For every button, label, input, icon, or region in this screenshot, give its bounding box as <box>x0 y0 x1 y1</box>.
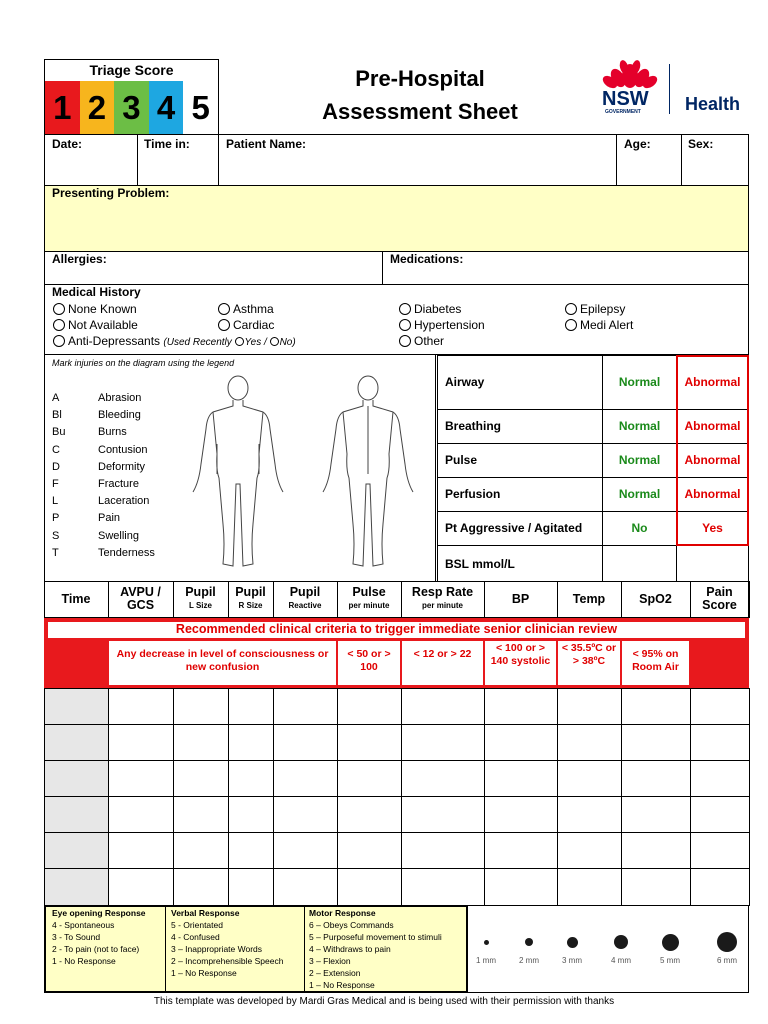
gcs-option: 1 - No Response <box>52 956 116 966</box>
legend-code: P <box>52 512 60 525</box>
bsl-value-field-2[interactable] <box>676 545 749 582</box>
history-option-other[interactable]: Other <box>399 334 444 348</box>
assessment-label: Breathing <box>445 418 502 433</box>
history-option-anti-depressants[interactable]: Anti-Depressants (Used Recently Yes / No) <box>53 334 296 348</box>
gcs-option: 3 – Inappropriate Words <box>171 944 263 954</box>
vitals-entry-cell[interactable] <box>557 688 622 725</box>
gcs-option: 2 - To pain (not to face) <box>52 944 140 954</box>
pupil-size-label: 2 mm <box>519 956 539 965</box>
column-subtitle: per minute <box>348 601 390 610</box>
assessment-abnormal-option[interactable]: Abnormal <box>684 452 741 467</box>
page-title-line2: Assessment Sheet <box>322 99 518 124</box>
assessment-normal-option[interactable]: Normal <box>618 374 661 389</box>
presenting-problem-label: Presenting Problem: <box>52 186 170 200</box>
vitals-column-header <box>690 586 749 612</box>
vitals-entry-cell[interactable] <box>108 832 174 869</box>
vitals-entry-cell[interactable] <box>44 832 109 869</box>
vitals-column-header <box>621 593 690 606</box>
column-title: SpO2 <box>639 592 672 606</box>
pupil-scale-panel <box>468 906 748 992</box>
verbal-response-list: Verbal Response 5 - Orientated 4 - Confused 3 – Inappropriate Words 2 – Incomprehensible Speech 1 – No Response <box>171 908 284 978</box>
history-option-hypertension[interactable]: Hypertension <box>399 318 485 332</box>
radio-icon[interactable] <box>53 335 65 347</box>
history-option-epilepsy[interactable]: Epilepsy <box>565 302 625 316</box>
vitals-entry-cell[interactable] <box>108 724 174 761</box>
triage-score-label: 2 <box>87 88 107 126</box>
vitals-entry-cell[interactable] <box>173 868 229 906</box>
vitals-column-header <box>484 593 557 606</box>
page-title-line1: Pre-Hospital <box>355 66 485 91</box>
criteria-spo2: < 95% on Room Air <box>632 648 679 673</box>
time-in-label: Time in: <box>144 137 190 151</box>
vitals-entry-cell[interactable] <box>273 796 338 833</box>
column-subtitle: R Size <box>238 601 263 610</box>
body-front-diagram[interactable] <box>183 374 293 574</box>
column-title: AVPU / <box>120 585 161 599</box>
waratah-icon <box>600 58 660 92</box>
column-subtitle: L Size <box>189 601 212 610</box>
history-option-asthma[interactable]: Asthma <box>218 302 274 316</box>
assessment-normal-option[interactable]: No <box>631 520 648 535</box>
vitals-column-header <box>557 593 621 606</box>
vitals-entry-cell[interactable] <box>690 760 750 797</box>
gcs-option: 2 – Incomprehensible Speech <box>171 956 284 966</box>
criteria-consciousness: Any decrease in level of consciousness or new confusion <box>116 648 329 673</box>
legend-name: Bleeding <box>98 409 141 422</box>
vitals-entry-cell[interactable] <box>557 868 622 906</box>
gcs-option: 1 – No Response <box>171 968 237 978</box>
pupil-size-label: 6 mm <box>717 956 737 965</box>
legend-name: Abrasion <box>98 392 142 404</box>
vitals-entry-cell[interactable] <box>228 832 274 869</box>
vitals-entry-cell[interactable] <box>108 688 174 725</box>
logo-government-text: GOVERNMENT <box>605 109 641 115</box>
vitals-entry-cell[interactable] <box>337 868 402 906</box>
vitals-entry-cell[interactable] <box>401 724 485 761</box>
allergies-label: Allergies: <box>52 252 107 266</box>
logo-divider <box>669 64 670 114</box>
vitals-entry-cell[interactable] <box>484 868 558 906</box>
legend-name: Tenderness <box>98 546 155 559</box>
pupil-size-6-dot <box>717 932 737 952</box>
radio-icon[interactable] <box>565 303 577 315</box>
gcs-option: 2 – Extension <box>309 968 361 978</box>
assessment-label: Pt Aggressive / Agitated <box>445 520 583 535</box>
vitals-entry-cell[interactable] <box>401 832 485 869</box>
vitals-column-header <box>273 586 337 612</box>
pupil-size-label: 5 mm <box>660 956 680 965</box>
body-back-diagram[interactable] <box>313 374 423 574</box>
vitals-entry-cell[interactable] <box>228 796 274 833</box>
legend-code: S <box>52 529 60 542</box>
radio-icon[interactable] <box>53 303 65 315</box>
vitals-column-header <box>401 586 484 612</box>
radio-yes-icon[interactable] <box>235 337 244 346</box>
triage-score-1[interactable] <box>45 81 80 134</box>
medications-label: Medications: <box>390 252 464 266</box>
age-label: Age: <box>624 137 651 151</box>
vitals-entry-cell[interactable] <box>273 688 338 725</box>
vitals-entry-cell[interactable] <box>484 832 558 869</box>
vitals-column-header <box>228 586 273 612</box>
vitals-entry-cell[interactable] <box>228 760 274 797</box>
vitals-entry-cell[interactable] <box>557 796 622 833</box>
gcs-option: 5 - Orientated <box>171 920 223 930</box>
gcs-option: 3 - To Sound <box>52 932 101 942</box>
vitals-column-header <box>337 586 401 612</box>
radio-icon[interactable] <box>218 303 230 315</box>
vitals-entry-cell[interactable] <box>401 760 485 797</box>
vitals-entry-cell[interactable] <box>621 724 691 761</box>
medical-history-title: Medical History <box>52 285 141 299</box>
vitals-entry-cell[interactable] <box>273 868 338 906</box>
vitals-entry-cell[interactable] <box>108 760 174 797</box>
injury-instruction: Mark injuries on the diagram using the legend <box>52 358 235 368</box>
vitals-column-header <box>173 586 228 612</box>
assessment-label: Pulse <box>445 452 478 467</box>
vitals-entry-cell[interactable] <box>484 688 558 725</box>
triage-score-4[interactable] <box>149 81 184 134</box>
legend-code: L <box>52 495 59 508</box>
column-title-line2: GCS <box>126 598 155 612</box>
legend-name: Burns <box>98 426 127 439</box>
column-subtitle: per minute <box>422 601 463 610</box>
radio-icon[interactable] <box>399 335 411 347</box>
vitals-entry-cell[interactable] <box>484 760 558 797</box>
history-option-medi-alert[interactable]: Medi Alert <box>565 318 633 332</box>
logo-health-text: Health <box>685 94 741 114</box>
vitals-entry-cell[interactable] <box>44 868 109 906</box>
vitals-entry-cell[interactable] <box>173 832 229 869</box>
vitals-entry-cell[interactable] <box>337 796 402 833</box>
pupil-size-label: 3 mm <box>562 956 582 965</box>
vitals-entry-cell[interactable] <box>690 796 750 833</box>
gcs-option: 6 – Obeys Commands <box>309 920 394 930</box>
pupil-size-label: 4 mm <box>611 956 631 965</box>
column-title: Pupil <box>235 585 266 599</box>
criteria-pulse: < 50 or > 100 <box>347 648 391 673</box>
vitals-entry-cell[interactable] <box>273 724 338 761</box>
gcs-option: 4 - Confused <box>171 932 220 942</box>
radio-icon[interactable] <box>565 319 577 331</box>
column-title: Time <box>61 592 91 606</box>
legend-name: Pain <box>98 512 121 525</box>
legend-name: Swelling <box>98 529 139 542</box>
column-title: Temp <box>572 592 606 606</box>
triage-score-5[interactable] <box>183 81 218 134</box>
vitals-entry-cell[interactable] <box>108 868 174 906</box>
assessment-normal-option[interactable]: Normal <box>618 418 661 433</box>
legend-code: T <box>52 546 59 559</box>
gcs-option: 4 – Withdraws to pain <box>309 944 391 954</box>
vitals-entry-cell[interactable] <box>621 796 691 833</box>
vitals-entry-cell[interactable] <box>173 760 229 797</box>
column-title: Pain <box>706 585 733 599</box>
triage-score-label: 1 <box>53 88 72 126</box>
column-title-line2: Score <box>702 598 737 612</box>
vitals-entry-cell[interactable] <box>621 868 691 906</box>
logo-nsw-text: NSW <box>602 88 649 110</box>
vitals-column-header <box>108 586 173 612</box>
triage-score-2[interactable] <box>80 81 115 134</box>
vitals-entry-cell[interactable] <box>173 688 229 725</box>
legend-name: Deformity <box>98 460 146 473</box>
assessment-abnormal-option[interactable]: Yes <box>702 520 723 535</box>
triage-score-label: 5 <box>191 88 210 126</box>
vitals-entry-cell[interactable] <box>173 796 229 833</box>
pupil-size-5-dot <box>662 934 679 951</box>
vitals-entry-cell[interactable] <box>690 832 750 869</box>
pupil-size-4-dot <box>614 935 628 949</box>
column-title: Pulse <box>352 585 386 599</box>
radio-icon[interactable] <box>53 319 65 331</box>
history-option-not-available[interactable]: Not Available <box>53 318 138 332</box>
triage-score-title: Triage Score <box>89 62 174 78</box>
column-title: Pupil <box>185 585 216 599</box>
vitals-entry-cell[interactable] <box>690 868 750 906</box>
pupil-size-1-dot <box>484 940 489 945</box>
radio-icon[interactable] <box>218 319 230 331</box>
vitals-entry-cell[interactable] <box>228 868 274 906</box>
assessment-label: Airway <box>445 374 485 389</box>
vitals-entry-cell[interactable] <box>173 724 229 761</box>
vitals-entry-cell[interactable] <box>621 688 691 725</box>
vitals-entry-cell[interactable] <box>273 832 338 869</box>
assessment-normal-option[interactable]: Normal <box>618 486 661 501</box>
vitals-entry-cell[interactable] <box>484 796 558 833</box>
patient-name-label: Patient Name: <box>226 137 307 151</box>
assessment-abnormal-option[interactable]: Abnormal <box>684 486 741 501</box>
nsw-health-logo <box>596 58 756 120</box>
gcs-option: 1 – No Response <box>309 980 375 990</box>
legend-name: Fracture <box>98 478 139 490</box>
vitals-entry-cell[interactable] <box>228 724 274 761</box>
vitals-entry-cell[interactable] <box>337 760 402 797</box>
legend-name: Laceration <box>98 495 150 508</box>
gcs-option: 5 – Purposeful movement to stimuli <box>309 932 442 942</box>
vitals-entry-cell[interactable] <box>401 796 485 833</box>
vitals-entry-cell[interactable] <box>337 832 402 869</box>
criteria-title: Recommended clinical criteria to trigger immediate senior clinician review <box>175 622 618 636</box>
motor-response-list: Motor Response 6 – Obeys Commands 5 – Purposeful movement to stimuli 4 – Withdraws to pain 3 – Flexion 2 – Extension 1 – No Response <box>309 908 442 990</box>
gcs-divider-1 <box>165 906 166 992</box>
criteria-resp-rate: < 12 or > 22 <box>413 648 472 660</box>
vitals-entry-cell[interactable] <box>337 688 402 725</box>
vitals-entry-cell[interactable] <box>557 724 622 761</box>
assessment-normal-option[interactable]: Normal <box>618 452 661 467</box>
assessment-abnormal-option[interactable]: Abnormal <box>684 374 741 389</box>
legend-name: Contusion <box>98 443 148 456</box>
triage-score-cells <box>45 81 218 134</box>
vitals-column-header <box>44 593 108 606</box>
eye-response-list: Eye opening Response 4 - Spontaneous 3 - To Sound 2 - To pain (not to face) 1 - No Response <box>52 908 146 966</box>
history-option-diabetes[interactable]: Diabetes <box>399 302 461 316</box>
vitals-entry-cell[interactable] <box>690 688 750 725</box>
footer-credit: This template was developed by Mardi Gras Medical and is being used with their permission with thanks <box>153 996 615 1007</box>
vitals-entry-cell[interactable] <box>273 760 338 797</box>
column-title: Pupil <box>289 585 321 599</box>
vitals-entry-cell[interactable] <box>621 832 691 869</box>
vitals-entry-cell[interactable] <box>44 796 109 833</box>
bsl-value-field[interactable] <box>602 545 677 582</box>
criteria-temp: < 35.5ºC or > 38ºC <box>561 642 617 667</box>
legend-code: Bl <box>52 409 62 422</box>
vitals-entry-cell[interactable] <box>557 760 622 797</box>
assessment-abnormal-option[interactable]: Abnormal <box>684 418 741 433</box>
vitals-entry-cell[interactable] <box>401 688 485 725</box>
legend-code: F <box>52 478 59 490</box>
radio-icon[interactable] <box>399 303 411 315</box>
triage-score-3[interactable] <box>114 81 149 134</box>
triage-score-label: 4 <box>156 88 176 126</box>
pupil-size-3-dot <box>567 937 578 948</box>
gcs-option: 3 – Flexion <box>309 956 351 966</box>
vitals-entry-cell[interactable] <box>337 724 402 761</box>
vitals-entry-cell[interactable] <box>621 760 691 797</box>
vitals-entry-cell[interactable] <box>557 832 622 869</box>
pupil-size-label: 1 mm <box>476 956 496 965</box>
bsl-label: BSL mmol/L <box>445 557 515 571</box>
column-title: Resp Rate <box>411 585 474 599</box>
pupil-size-2-dot <box>525 938 533 946</box>
vitals-entry-cell[interactable] <box>44 724 109 761</box>
vitals-entry-cell[interactable] <box>44 688 109 725</box>
legend-code: D <box>52 460 60 473</box>
abnormal-column-highlight <box>676 355 749 546</box>
assessment-label: Perfusion <box>445 486 501 501</box>
vitals-entry-cell[interactable] <box>484 724 558 761</box>
history-option-cardiac[interactable]: Cardiac <box>218 318 274 332</box>
history-option-none-known[interactable]: None Known <box>53 302 137 316</box>
gcs-divider-2 <box>304 906 305 992</box>
vitals-entry-cell[interactable] <box>401 868 485 906</box>
radio-icon[interactable] <box>399 319 411 331</box>
vitals-entry-cell[interactable] <box>44 760 109 797</box>
gcs-option: 4 - Spontaneous <box>52 920 115 930</box>
radio-no-icon[interactable] <box>270 337 279 346</box>
date-label: Date: <box>52 137 83 151</box>
vitals-entry-cell[interactable] <box>108 796 174 833</box>
vitals-entry-cell[interactable] <box>690 724 750 761</box>
column-subtitle: Reactive <box>288 601 322 610</box>
vitals-entry-cell[interactable] <box>228 688 274 725</box>
column-title: BP <box>511 592 530 606</box>
criteria-bp: < 100 or > 140 systolic <box>490 642 551 667</box>
legend-code: C <box>52 443 60 456</box>
legend-code: A <box>52 392 60 404</box>
triage-score-label: 3 <box>122 88 141 126</box>
legend-code: Bu <box>52 426 66 439</box>
sex-label: Sex: <box>688 137 714 151</box>
